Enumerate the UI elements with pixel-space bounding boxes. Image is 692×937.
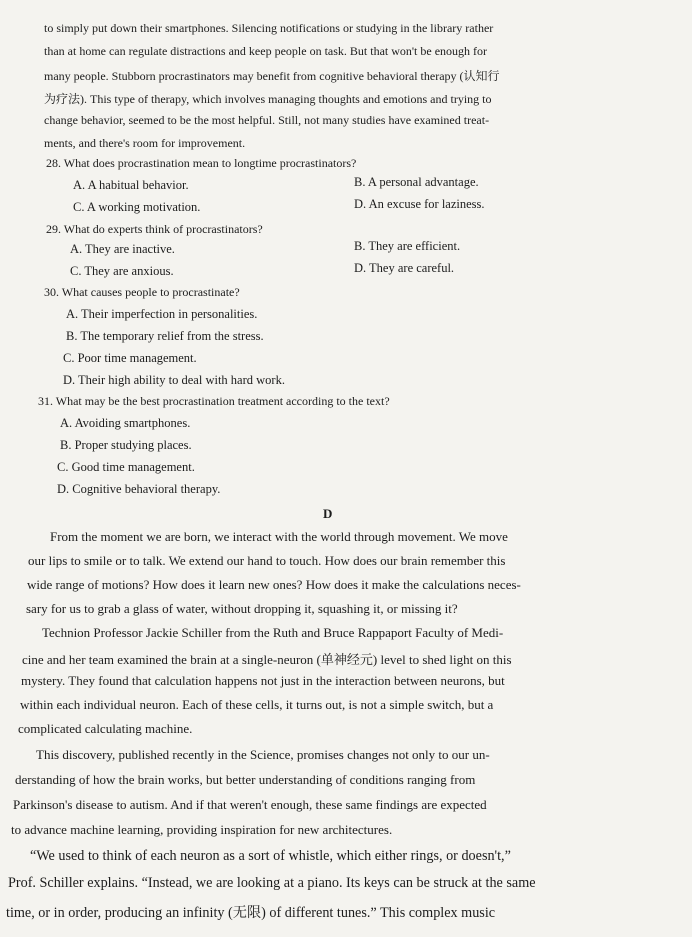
intro-line: than at home can regulate distractions and keep people on task. But that won't be enough for [44,44,488,58]
passage-line: time, or in order, producing an infinity (无限) of different tunes.” This complex music [6,905,496,921]
passage-line: Parkinson's disease to autism. And if that weren't enough, these same findings are expected [13,797,487,812]
option-d: D. An excuse for laziness. [354,197,485,211]
passage-line: sary for us to grab a glass of water, without dropping it, squashing it, or missing it? [26,601,458,616]
option-d: D. Their high ability to deal with hard work. [63,373,285,387]
option-c: C. They are anxious. [70,264,174,278]
passage-line: Prof. Schiller explains. “Instead, we are looking at a piano. Its keys can be struck at the same [8,875,536,891]
option-b: B. They are efficient. [354,239,461,253]
passage-line: our lips to smile or to talk. We extend our hand to touch. How does our brain remember this [28,553,506,568]
question-stem: 31. What may be the best procrastination treatment according to the text? [38,394,390,408]
passage-line: complicated calculating machine. [18,721,193,736]
section-heading: D [323,506,333,521]
option-d: D. They are careful. [354,261,455,275]
passage-line: Technion Professor Jackie Schiller from the Ruth and Bruce Rappaport Faculty of Medi- [42,625,504,640]
option-b: B. Proper studying places. [60,438,192,452]
passage-line: From the moment we are born, we interact with the world through movement. We move [50,529,508,544]
intro-line: many people. Stubborn procrastinators may benefit from cognitive behavioral therapy (认知行 [44,69,500,83]
passage-line: derstanding of how the brain works, but better understanding of conditions ranging from [15,772,476,787]
option-d: D. Cognitive behavioral therapy. [57,482,221,496]
option-c: C. Poor time management. [63,351,197,365]
passage-line: mystery. They found that calculation happens not just in the interaction between neurons, but [21,673,505,688]
intro-line: 为疗法). This type of therapy, which involves managing thoughts and emotions and trying to [44,92,492,106]
intro-line: ments, and there's room for improvement. [44,136,246,150]
option-a: A. Avoiding smartphones. [60,416,191,430]
passage-line: to advance machine learning, providing inspiration for new architectures. [11,822,393,837]
passage-line: “We used to think of each neuron as a sort of whistle, which either rings, or doesn't,” [30,848,511,864]
intro-line: to simply put down their smartphones. Silencing notifications or studying in the library rather [44,21,494,35]
question-stem: 30. What causes people to procrastinate? [44,285,240,299]
option-c: C. Good time management. [57,460,195,474]
option-a: A. Their imperfection in personalities. [66,307,258,321]
option-c: C. A working motivation. [73,200,201,214]
question-stem: 29. What do experts think of procrastinators? [46,222,263,236]
passage-line: within each individual neuron. Each of these cells, it turns out, is not a simple switch, but a [20,697,494,712]
intro-line: change behavior, seemed to be the most helpful. Still, not many studies have examined treat- [44,113,490,127]
option-a: A. A habitual behavior. [73,178,189,192]
option-b: B. The temporary relief from the stress. [66,329,264,343]
option-a: A. They are inactive. [70,242,175,256]
option-b: B. A personal advantage. [354,175,479,189]
passage-line: This discovery, published recently in the Science, promises changes not only to our un- [36,747,490,762]
question-stem: 28. What does procrastination mean to longtime procrastinators? [46,156,357,170]
passage-line: cine and her team examined the brain at a single-neuron (单神经元) level to shed light on this [22,652,512,667]
passage-line: wide range of motions? How does it learn new ones? How does it make the calculations neces- [27,577,521,592]
